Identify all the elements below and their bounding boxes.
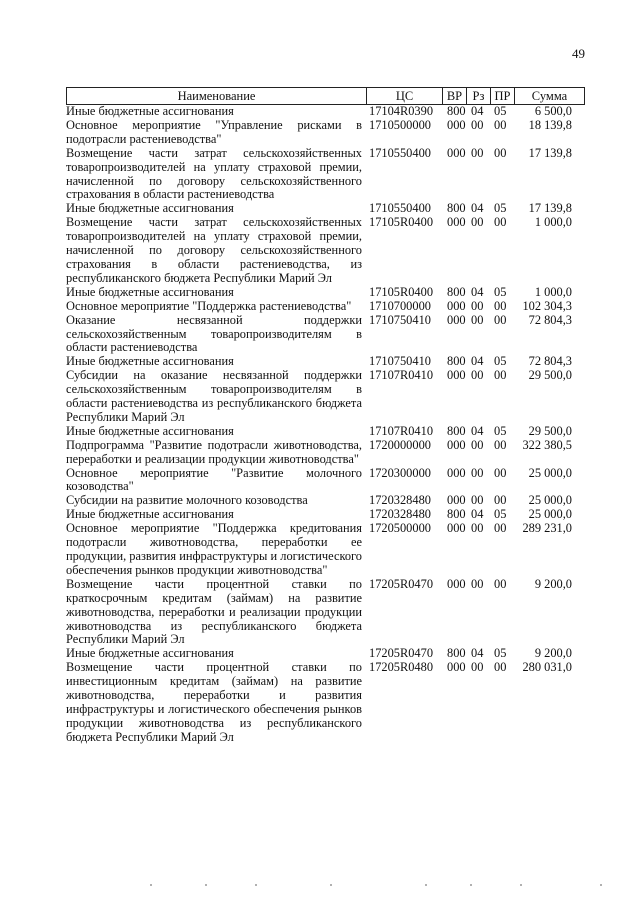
cell-cs: 17205R0480 — [369, 660, 434, 675]
cell-vr: 800 — [447, 646, 466, 661]
table-row — [0, 467, 640, 495]
cell-vr: 800 — [447, 104, 466, 118]
cell-name: Иные бюджетные ассигнования — [66, 201, 234, 216]
cell-rz: 04 — [471, 104, 484, 118]
cell-sum: 1 000,0 — [534, 215, 572, 230]
cell-cs: 1710500000 — [369, 117, 431, 132]
header-name: Наименование — [177, 89, 256, 103]
cell-cs: 1720000000 — [369, 437, 431, 452]
cell-sum: 17 139,8 — [528, 145, 572, 160]
scan-artifacts — [0, 884, 640, 890]
cell-vr: 000 — [447, 437, 466, 452]
cell-pr: 00 — [494, 312, 507, 327]
cell-name: Иные бюджетные ассигнования — [66, 104, 234, 118]
cell-pr: 05 — [494, 423, 507, 438]
table-row — [0, 105, 640, 119]
cell-cs: 17105R0400 — [369, 284, 434, 299]
cell-rz: 04 — [471, 423, 484, 438]
table-row — [0, 578, 640, 648]
table-row — [0, 661, 640, 744]
cell-name: Возмещение части затрат сельскохозяйственных товаропроизводителей на уплату страховой премии, начисленной по договору сельскохозяйственного страхования в области растениеводства, из республиканского бюджета Республики Марий Эл — [66, 215, 362, 285]
cell-rz: 00 — [471, 465, 484, 480]
table-row — [0, 147, 640, 203]
cell-vr: 000 — [447, 576, 466, 591]
cell-cs: 1720328480 — [369, 493, 431, 508]
cell-sum: 17 139,8 — [528, 201, 572, 216]
cell-sum: 72 804,3 — [528, 312, 572, 327]
cell-vr: 000 — [447, 368, 466, 383]
cell-sum: 25 000,0 — [528, 465, 572, 480]
cell-vr: 000 — [447, 145, 466, 160]
header-pr: ПР — [490, 88, 514, 104]
cell-rz: 00 — [471, 660, 484, 675]
cell-sum: 9 200,0 — [534, 646, 572, 661]
cell-pr: 05 — [494, 284, 507, 299]
cell-name: Иные бюджетные ассигнования — [66, 646, 234, 661]
table-row — [0, 494, 640, 508]
cell-name: Основное мероприятие "Управление рисками в подотрасли растениеводства" — [66, 117, 362, 146]
table-row — [0, 355, 640, 369]
cell-cs: 17205R0470 — [369, 646, 434, 661]
cell-vr: 000 — [447, 660, 466, 675]
cell-rz: 00 — [471, 298, 484, 313]
cell-cs: 1720328480 — [369, 507, 431, 522]
cell-vr: 800 — [447, 423, 466, 438]
cell-name: Основное мероприятие "Поддержка растениеводства" — [66, 298, 352, 313]
table-row — [0, 216, 640, 286]
cell-rz: 04 — [471, 201, 484, 216]
cell-vr: 000 — [447, 465, 466, 480]
cell-rz: 00 — [471, 576, 484, 591]
cell-pr: 00 — [494, 437, 507, 452]
header-vr: ВР — [442, 88, 466, 104]
cell-vr: 800 — [447, 354, 466, 369]
cell-sum: 25 000,0 — [528, 493, 572, 508]
cell-name: Возмещение части затрат сельскохозяйственных товаропроизводителей на уплату страховой премии, начисленной по договору сельскохозяйственного страхования в области растениеводства — [66, 145, 362, 202]
cell-rz: 04 — [471, 646, 484, 661]
cell-pr: 00 — [494, 368, 507, 383]
cell-sum: 29 500,0 — [528, 423, 572, 438]
cell-pr: 05 — [494, 646, 507, 661]
cell-vr: 000 — [447, 117, 466, 132]
cell-name: Оказание несвязанной поддержки сельскохозяйственным товаропроизводителям в области растениеводства — [66, 312, 362, 355]
table-row — [0, 522, 640, 578]
cell-cs: 17104R0390 — [369, 104, 434, 118]
cell-pr: 00 — [494, 660, 507, 675]
cell-vr: 000 — [447, 521, 466, 536]
header-cs: ЦС — [366, 88, 442, 104]
cell-sum: 25 000,0 — [528, 507, 572, 522]
cell-sum: 72 804,3 — [528, 354, 572, 369]
cell-pr: 00 — [494, 576, 507, 591]
cell-name: Основное мероприятие "Поддержка кредитования подотрасли животноводства, переработки ее продукции, развития инфраструктуры и логистического обеспечения рынков продукции животноводства" — [66, 521, 362, 577]
table-row — [0, 508, 640, 522]
table-header — [66, 87, 585, 105]
cell-name: Иные бюджетные ассигнования — [66, 507, 234, 522]
cell-name: Основное мероприятие "Развитие молочного козоводства" — [66, 465, 362, 494]
cell-name: Субсидии на оказание несвязанной поддержки сельскохозяйственным товаропроизводителям в области растениеводства из республиканского бюджета Республики Марий Эл — [66, 368, 362, 424]
cell-vr: 000 — [447, 215, 466, 230]
cell-pr: 00 — [494, 215, 507, 230]
cell-pr: 00 — [494, 298, 507, 313]
cell-sum: 289 231,0 — [522, 521, 572, 536]
cell-pr: 00 — [494, 465, 507, 480]
cell-cs: 1710550400 — [369, 145, 431, 160]
cell-vr: 000 — [447, 493, 466, 508]
cell-pr: 00 — [494, 145, 507, 160]
cell-pr: 00 — [494, 117, 507, 132]
cell-cs: 17107R0410 — [369, 368, 434, 383]
cell-pr: 00 — [494, 493, 507, 508]
cell-name: Подпрограмма "Развитие подотрасли животноводства, переработки и реализации продукции животноводства" — [66, 437, 362, 466]
cell-cs: 17107R0410 — [369, 423, 434, 438]
cell-name: Субсидии на развитие молочного козоводства — [66, 493, 308, 508]
cell-cs: 1710750410 — [369, 312, 431, 327]
table-row — [0, 202, 640, 216]
table-row — [0, 300, 640, 314]
cell-rz: 04 — [471, 507, 484, 522]
cell-cs: 1710700000 — [369, 298, 431, 313]
table-row — [0, 119, 640, 147]
cell-cs: 17105R0400 — [369, 215, 434, 230]
cell-name: Возмещение части процентной ставки по краткосрочным кредитам (займам) на развитие животноводства, переработки и реализации продукции животноводства из республиканского бюджета Республики Марий Эл — [66, 576, 362, 647]
cell-cs: 1710750410 — [369, 354, 431, 369]
cell-vr: 800 — [447, 201, 466, 216]
cell-cs: 17205R0470 — [369, 576, 434, 591]
cell-name: Иные бюджетные ассигнования — [66, 423, 234, 438]
cell-rz: 00 — [471, 215, 484, 230]
cell-vr: 800 — [447, 507, 466, 522]
table-row — [0, 286, 640, 300]
cell-pr: 05 — [494, 201, 507, 216]
cell-sum: 102 304,3 — [522, 298, 572, 313]
table-row — [0, 647, 640, 661]
cell-sum: 280 031,0 — [522, 660, 572, 675]
cell-cs: 1720500000 — [369, 521, 431, 536]
cell-sum: 18 139,8 — [528, 117, 572, 132]
header-rz: Рз — [466, 88, 490, 104]
cell-rz: 00 — [471, 312, 484, 327]
cell-rz: 00 — [471, 117, 484, 132]
cell-cs: 1720300000 — [369, 465, 431, 480]
cell-pr: 05 — [494, 354, 507, 369]
cell-vr: 000 — [447, 298, 466, 313]
cell-name: Иные бюджетные ассигнования — [66, 354, 234, 369]
cell-name: Возмещение части процентной ставки по инвестиционным кредитам (займам) на развитие животноводства, переработки и развития инфраструктуры и логистического обеспечения рынков продукции животноводства из республиканского бюджета Республики Марий Эл — [66, 660, 362, 744]
cell-rz: 00 — [471, 521, 484, 536]
cell-rz: 04 — [471, 354, 484, 369]
table-row — [0, 439, 640, 467]
cell-rz: 00 — [471, 437, 484, 452]
cell-pr: 00 — [494, 521, 507, 536]
cell-rz: 00 — [471, 493, 484, 508]
table-row — [0, 425, 640, 439]
cell-vr: 000 — [447, 312, 466, 327]
cell-sum: 1 000,0 — [534, 284, 572, 299]
cell-rz: 04 — [471, 284, 484, 299]
cell-sum: 29 500,0 — [528, 368, 572, 383]
cell-cs: 1710550400 — [369, 201, 431, 216]
cell-vr: 800 — [447, 284, 466, 299]
cell-name: Иные бюджетные ассигнования — [66, 284, 234, 299]
cell-rz: 00 — [471, 145, 484, 160]
table-body — [0, 105, 640, 745]
cell-rz: 00 — [471, 368, 484, 383]
table-row — [0, 369, 640, 425]
cell-sum: 322 380,5 — [522, 437, 572, 452]
cell-sum: 9 200,0 — [534, 576, 572, 591]
cell-pr: 05 — [494, 104, 507, 118]
table-row — [0, 314, 640, 356]
header-sum: Сумма — [514, 88, 584, 104]
page-number: 49 — [572, 46, 585, 61]
cell-pr: 05 — [494, 507, 507, 522]
cell-sum: 6 500,0 — [534, 104, 572, 118]
